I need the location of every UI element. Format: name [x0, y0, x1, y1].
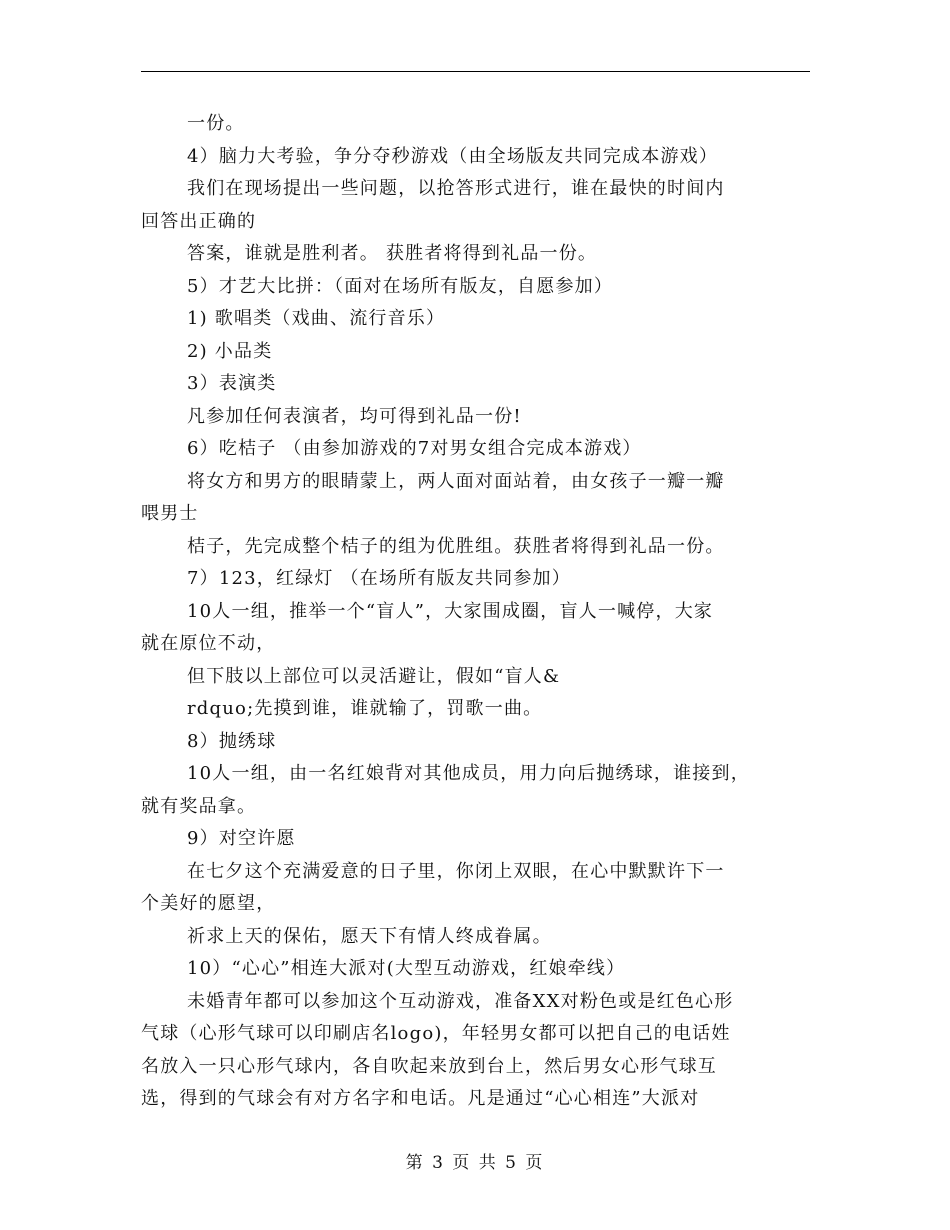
text-line: 10人一组，推举一个“盲人”，大家围成圈，盲人一喊停，大家 [187, 600, 714, 622]
text-line: 9）对空许愿 [187, 828, 296, 849]
text-line: 凡参加任何表演者，均可得到礼品一份! [187, 405, 522, 427]
text-line: 一份。 [187, 113, 245, 134]
text-line: 但下肢以上部位可以灵活避让，假如“盲人& [187, 665, 561, 687]
text-line: 喂男士 [141, 503, 199, 524]
text-line: 个美好的愿望， [141, 893, 276, 914]
text-line: rdquo;先摸到谁，谁就输了，罚歌一曲。 [187, 698, 543, 719]
text-line: 7）123，红绿灯 （在场所有版友共同参加） [187, 568, 571, 589]
text-line: 祈求上天的保佑，愿天下有情人终成眷属。 [187, 925, 552, 947]
text-line: 在七夕这个充满爱意的日子里，你闭上双眼，在心中默默许下一 [187, 860, 725, 882]
text-line: 5）才艺大比拼：（面对在场所有版友，自愿参加） [187, 275, 614, 297]
text-line: 就有奖品拿。 [141, 795, 257, 817]
text-line: 选，得到的气球会有对方名字和电话。凡是通过“心心相连”大派对 [141, 1088, 700, 1109]
text-line: 10）“心心”相连大派对(大型互动游戏，红娘牵线） [187, 958, 626, 979]
text-line: 将女方和男方的眼睛蒙上，两人面对面站着，由女孩子一瓣一瓣 [187, 470, 725, 492]
text-line: 桔子，先完成整个桔子的组为优胜组。获胜者将得到礼品一份。 [187, 535, 725, 557]
text-line: 就在原位不动， [141, 633, 276, 654]
text-line: 6）吃桔子 （由参加游戏的7对男女组合完成本游戏） [187, 438, 642, 459]
text-line: 名放入一只心形气球内，各自吹起来放到台上，然后男女心形气球互 [141, 1055, 717, 1077]
text-line: 1) 歌唱类（戏曲、流行音乐） [187, 308, 446, 329]
text-line: 4）脑力大考验，争分夺秒游戏（由全场版友共同完成本游戏） [187, 145, 719, 167]
text-line: 2) 小品类 [187, 340, 273, 362]
header-rule [141, 71, 810, 72]
text-line: 10人一组，由一名红娘背对其他成员，用力向后抛绣球，谁接到， [187, 763, 750, 784]
text-line: 气球（心形气球可以印刷店名logo)，年轻男女都可以把自己的电话姓 [141, 1023, 731, 1044]
text-line: 回答出正确的 [141, 210, 257, 232]
text-line: 我们在现场提出一些问题，以抢答形式进行，谁在最快的时间内 [187, 178, 725, 199]
text-line: 答案，谁就是胜利者。 获胜者将得到礼品一份。 [187, 243, 598, 264]
text-line: 未婚青年都可以参加这个互动游戏，准备XX对粉色或是红色心形 [187, 990, 734, 1012]
document-body [141, 108, 810, 1116]
page-footer: 第 3 页 共 5 页 [405, 1153, 545, 1173]
text-line: 8）抛绣球 [187, 730, 277, 752]
text-line: 3）表演类 [187, 373, 277, 394]
